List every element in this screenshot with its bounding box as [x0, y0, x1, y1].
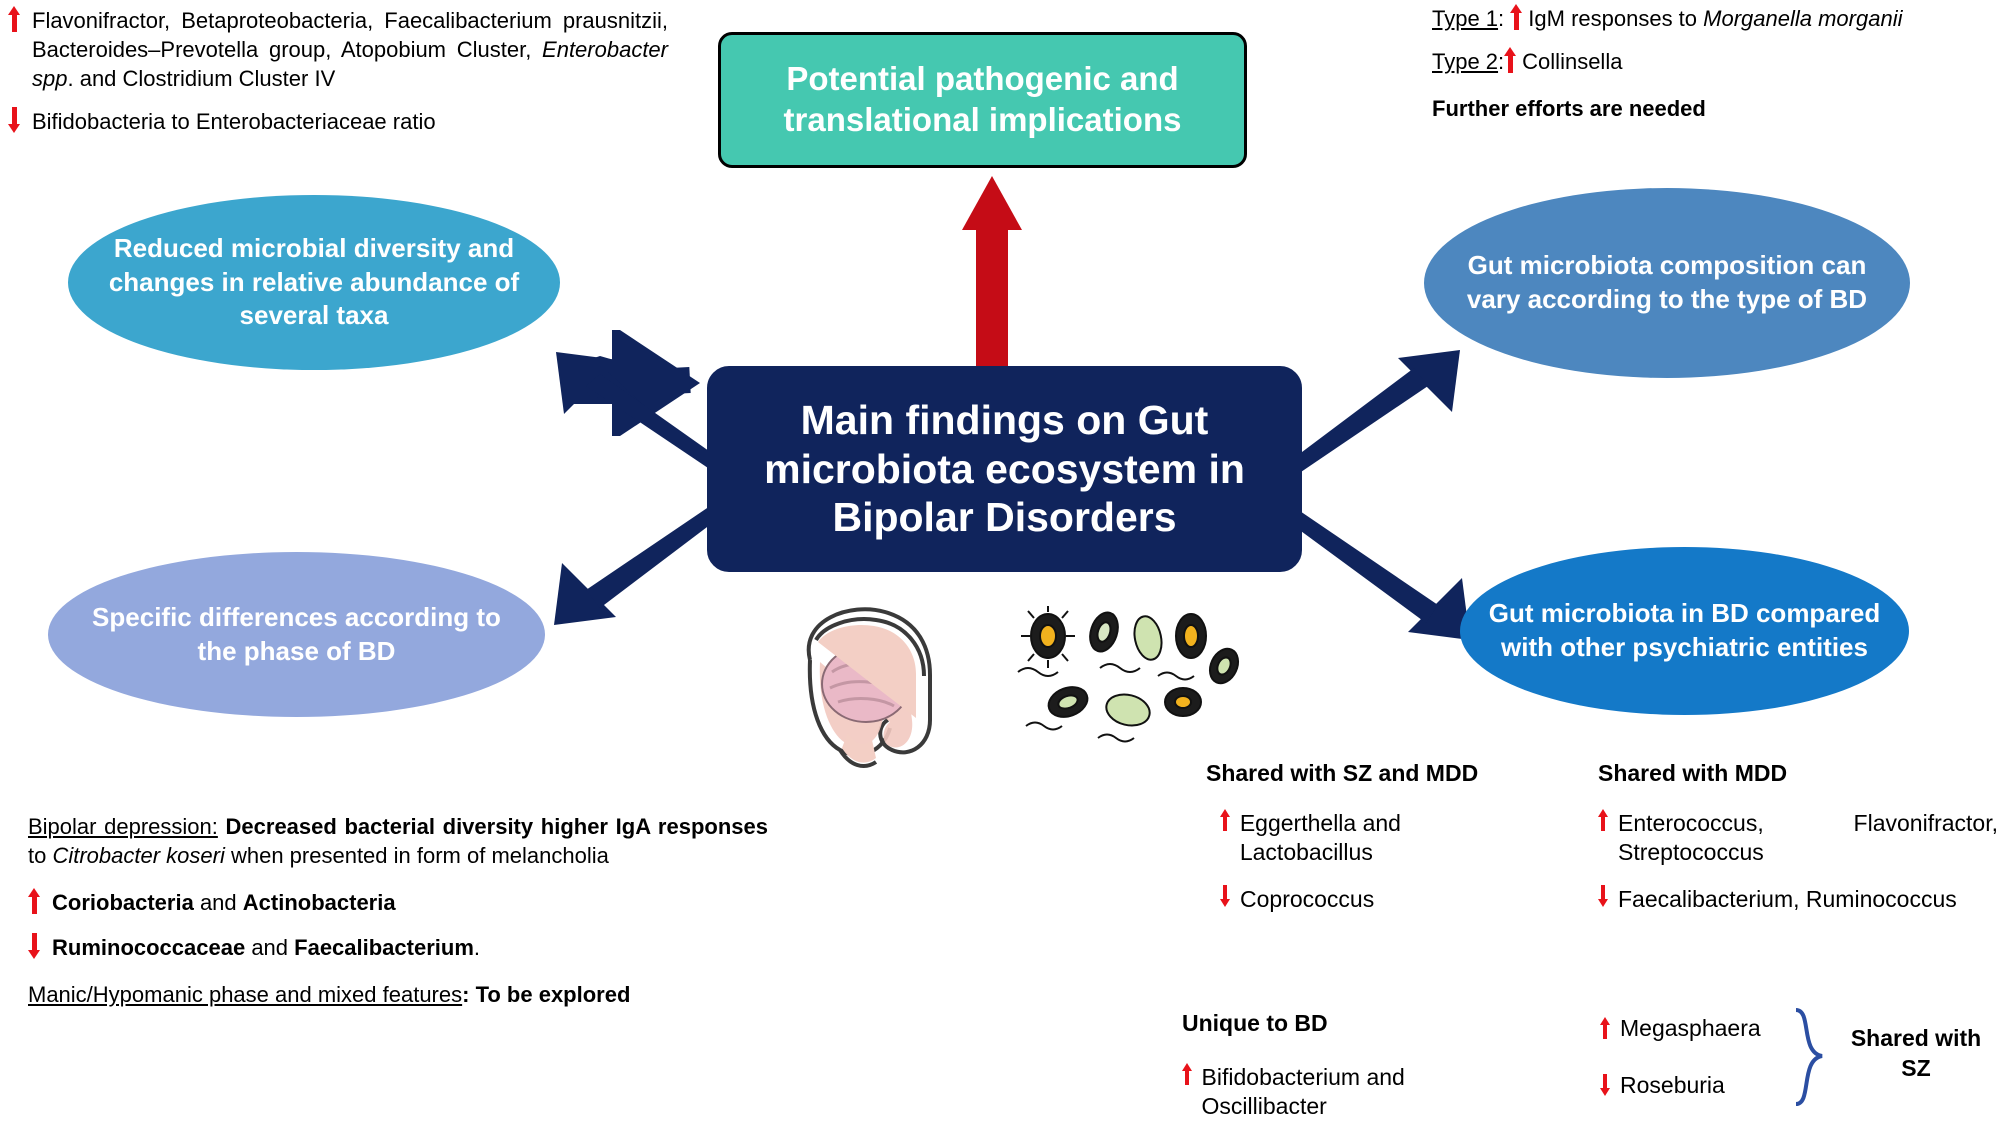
red-up-arrow-icon — [1598, 809, 1609, 831]
red-down-arrow-icon — [28, 933, 41, 959]
increased-taxa-text: Flavonifractor, Betaproteobacteria, Faecalibacterium prausnitzii, Bacteroides–Prevotella group, Atopobium Cluster, Enterobacter spp. and Clostridium Cluster IV — [32, 8, 668, 92]
intestine-illustration — [780, 600, 970, 770]
type2-label: Type 2 — [1432, 49, 1499, 75]
bacteria-cluster-illustration — [1008, 606, 1248, 756]
type2-row: Type 2 : Collinsella — [1432, 47, 1992, 76]
further-efforts-text: Further efforts are needed — [1432, 96, 1706, 122]
red-down-arrow-icon — [1220, 885, 1231, 907]
red-up-arrow-icon — [1182, 1063, 1193, 1085]
shared-mdd-up: Enterococcus, Flavonifractor, Streptococcus — [1618, 810, 1998, 865]
main-findings-label: Main findings on Gut microbiota ecosystem in Bipolar Disorders — [764, 397, 1245, 541]
unique-bd-header: Unique to BD — [1182, 1010, 1328, 1036]
red-down-arrow-icon — [1598, 885, 1609, 907]
shared-mdd-down: Faecalibacterium, Ruminococcus — [1618, 885, 1957, 912]
unique-bd-block — [1182, 1010, 1522, 1121]
shared-sz-label: Shared with SZ — [1850, 1025, 1982, 1081]
shared-mdd-block — [1598, 760, 1998, 913]
shared-sz-mdd-up: Eggerthella and Lactobacillus — [1239, 810, 1401, 865]
bipolar-depression-bold: Decreased bacterial diversity higher IgA responses — [225, 814, 768, 839]
main-findings-box — [707, 366, 1302, 572]
shared-sz-mdd-block — [1206, 760, 1536, 913]
red-up-arrow-icon — [28, 888, 41, 914]
top-left-text-block — [8, 6, 668, 136]
bottom-left-text-block — [28, 812, 768, 1009]
ellipse-compared-other-entities — [1460, 547, 1909, 715]
type1-row: Type 1 : IgM responses to Morganella morganii — [1432, 4, 1992, 33]
shared-sz-up: Megasphaera — [1620, 1015, 1761, 1041]
bipolar-depression-label: Bipolar depression: — [28, 814, 218, 839]
bottom-left-up-items: Coriobacteria and Actinobacteria — [52, 890, 396, 916]
ellipse-bottom-right-label: Gut microbiota in BD compared with other psychiatric entities — [1488, 598, 1881, 662]
ellipse-top-right-label: Gut microbiota composition can vary according to the type of BD — [1466, 250, 1868, 314]
red-up-arrow-icon — [8, 6, 21, 32]
red-up-arrow-icon — [1504, 47, 1517, 73]
red-up-arrow-icon — [1510, 4, 1523, 30]
red-up-arrow-icon — [1600, 1017, 1611, 1039]
curly-brace-icon — [1790, 1008, 1830, 1108]
type1-value: IgM responses to Morganella morganii — [1528, 6, 1903, 31]
shared-mdd-header: Shared with MDD — [1598, 760, 1788, 786]
manic-phase-label: Manic/Hypomanic phase and mixed features — [28, 982, 463, 1008]
potential-implications-label: Potential pathogenic and translational implications — [783, 60, 1182, 138]
red-up-arrow-icon — [1220, 809, 1231, 831]
shared-sz-mdd-down: Coprococcus — [1240, 885, 1375, 912]
arrow-to-bottom-left-ellipse — [554, 500, 719, 625]
bipolar-depression-text: Bipolar depression: Decreased bacterial diversity higher IgA responses to Citrobacter koseri when presented in form of melancholia — [28, 814, 768, 869]
red-down-arrow-icon — [8, 107, 21, 133]
bottom-left-down-items: Ruminococcaceae and Faecalibacterium. — [52, 935, 481, 961]
top-right-text-block — [1432, 4, 1992, 123]
arrow-to-bottom-right-ellipse — [1290, 505, 1470, 640]
potential-implications-box — [718, 32, 1247, 168]
ellipse-specific-differences-phase — [48, 552, 545, 717]
ellipse-top-left-label: Reduced microbial diversity and changes in relative abundance of several taxa — [108, 232, 520, 331]
decreased-ratio-text: Bifidobacteria to Enterobacteriaceae ratio — [32, 109, 436, 135]
arrow-to-top-right-ellipse — [1292, 350, 1460, 475]
unique-bd-up: Bifidobacterium and Oscillibacter — [1201, 1064, 1405, 1119]
arrow-to-top-left-ellipse — [556, 352, 716, 472]
type2-value: Collinsella — [1522, 49, 1623, 75]
ellipse-composition-by-type — [1424, 188, 1910, 378]
shared-sz-down: Roseburia — [1620, 1071, 1725, 1098]
type1-label: Type 1 — [1432, 6, 1499, 31]
ellipse-bottom-left-label: Specific differences according to the phase of BD — [92, 601, 501, 666]
manic-phase-row — [28, 980, 768, 1009]
ellipse-reduced-microbial-diversity — [68, 195, 560, 370]
red-down-arrow-icon — [1600, 1074, 1611, 1096]
shared-sz-mdd-header: Shared with SZ and MDD — [1206, 760, 1479, 786]
red-thick-up-arrow-icon — [962, 176, 1022, 366]
manic-phase-value: : To be explored — [462, 982, 631, 1008]
shared-sz-block — [1600, 1014, 1998, 1114]
